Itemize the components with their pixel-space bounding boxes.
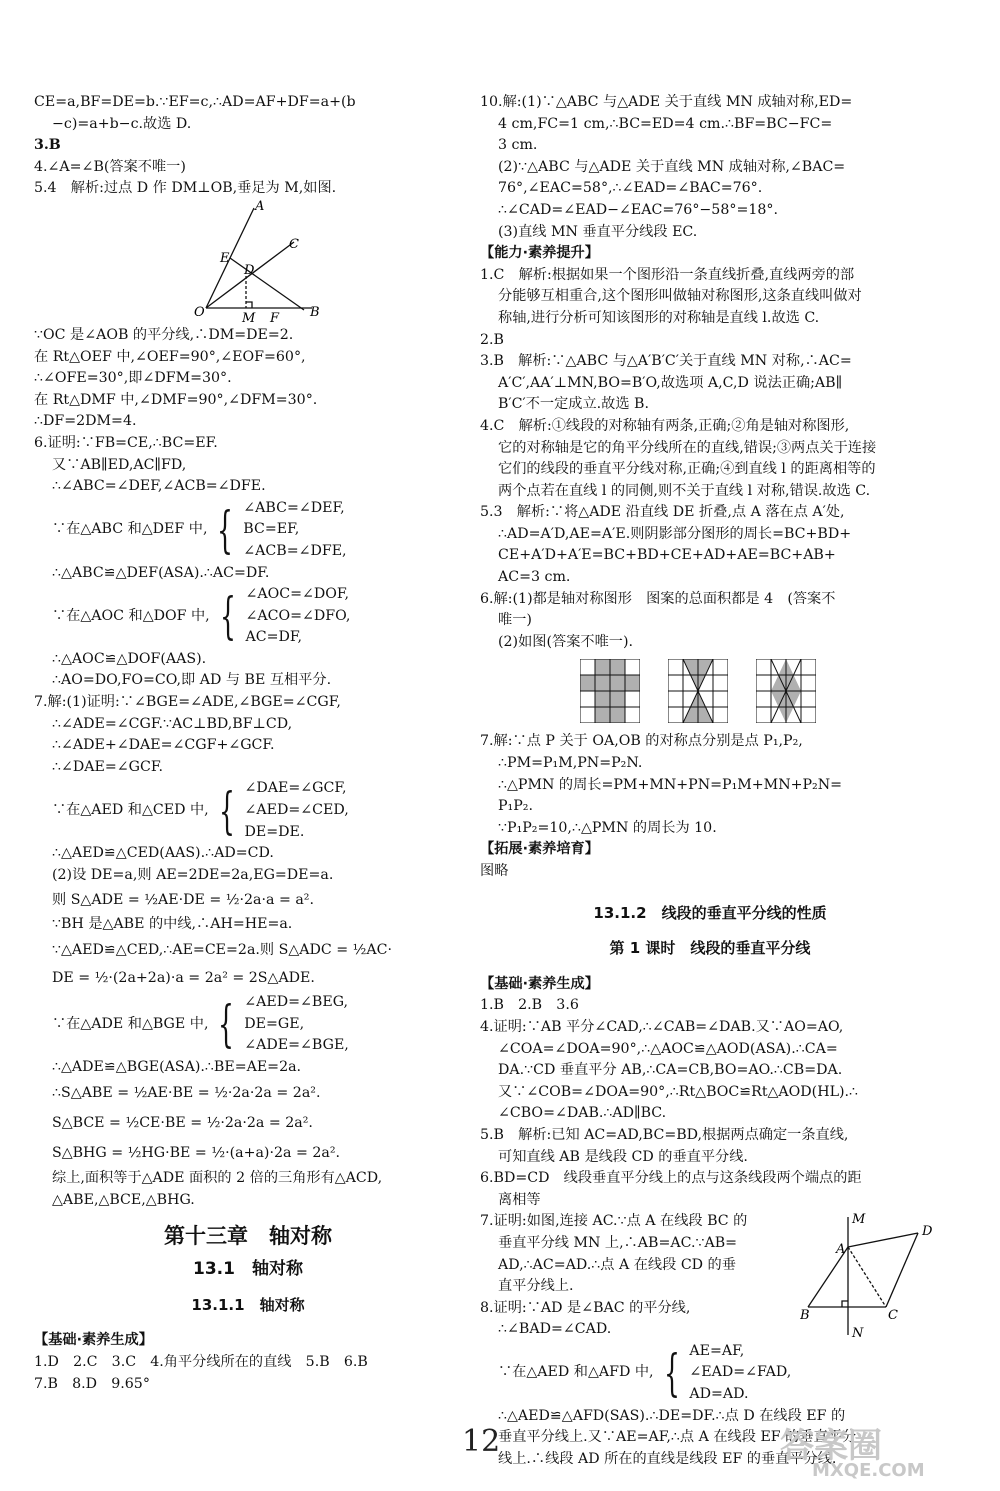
text-line: 7.解:(1)证明:∵∠BGE=∠ADE,∠BGE=∠CGF, bbox=[34, 694, 341, 711]
brace-item: ∠ABC=∠DEF, bbox=[243, 499, 345, 516]
text-line: 6.证明:∵FB=CE,∴BC=EF. bbox=[34, 434, 218, 451]
text-line: (2)如图(答案不唯一). bbox=[498, 633, 633, 650]
text-line: 垂直平分线上.又∵AE=AF,∴点 A 在线段 EF 的垂直平分 bbox=[498, 1429, 857, 1446]
text-line: (2)∵△ABC 与△ADE 关于直线 MN 成轴对称,∠BAC= bbox=[498, 158, 846, 175]
brace-item: AE=AF, bbox=[689, 1342, 745, 1359]
text-line: 直平分线上. bbox=[498, 1278, 574, 1295]
left-column bbox=[34, 92, 462, 1395]
text-line: 又∵AB∥ED,AC∥FD, bbox=[52, 456, 187, 473]
text-line: 又∵∠COB=∠DOA=90°,∴Rt△BOC≌Rt△AOD(HL).∴ bbox=[498, 1083, 859, 1100]
text-line: 6.BD=CD 线段垂直平分线上的点与这条线段两个端点的距 bbox=[480, 1170, 862, 1187]
text-line: 76°,∠EAC=58°,∴∠EAD=∠BAC=76°. bbox=[498, 180, 763, 197]
fig-label: M bbox=[242, 310, 256, 325]
text-line: ∴△ABC≌△DEF(ASA).∴AC=DF. bbox=[52, 564, 270, 581]
text-line: 5.3 解析:∵将△ADE 沿直线 DE 折叠,点 A 落在点 A′处, bbox=[480, 504, 845, 521]
brace-item: BC=EF, bbox=[243, 521, 300, 538]
text-line: 7.证明:如图,连接 AC.∵点 A 在线段 BC 的 bbox=[480, 1213, 748, 1230]
fig-label: B bbox=[310, 304, 320, 320]
text-line: ∴∠OFE=30°,即∠DFM=30°. bbox=[34, 370, 232, 387]
text-line: 3.B 解析:∵△ABC 与△A′B′C′关于直线 MN 对称,∴AC= bbox=[480, 353, 852, 370]
answer-line: 4.∠A=∠B(答案不唯一) bbox=[34, 158, 186, 175]
brace-system bbox=[34, 992, 462, 1057]
text-line: △ABE,△BCE,△BHG. bbox=[52, 1191, 195, 1208]
section-title: 13.1 轴对称 bbox=[193, 1259, 303, 1280]
text-line: 1.B 2.B 3.6 bbox=[480, 997, 579, 1014]
text-line: ∴PM=P₁M,PN=P₂N. bbox=[498, 755, 643, 772]
text-line: 7.解:∵点 P 关于 OA,OB 的对称点分别是点 P₁,P₂, bbox=[480, 733, 803, 750]
text-line: 离相等 bbox=[498, 1191, 541, 1208]
formula-line: ∵△AED≌△CED,∴AE=CE=2a.则 S△ADC = ½AC· bbox=[52, 942, 392, 958]
text-line: CE+A′D+A′E=BC+BD+CE+AD+AE=BC+AB+ bbox=[498, 547, 836, 564]
perpendicular-bisector-figure bbox=[800, 1211, 940, 1339]
text-line: ∴∠ADE=∠CGF.∵AC⊥BD,BF⊥CD, bbox=[52, 715, 293, 732]
text-line: ∠COA=∠DOA=90°,∴△AOC≌△AOD(ASA).∴CA= bbox=[498, 1040, 838, 1057]
brace-label: ∵在△ADE 和△BGE 中, bbox=[52, 1015, 209, 1032]
pattern-grid-2 bbox=[668, 659, 728, 723]
brace-label: ∵在△AOC 和△DOF 中, bbox=[52, 607, 210, 624]
formula-line: 则 S△ADE = ½AE·DE = ½·2a·a = a². bbox=[52, 892, 314, 909]
answer-line: 7.B 8.D 9.65° bbox=[34, 1375, 150, 1392]
text-line: −c)=a+b−c.故选 D. bbox=[52, 115, 192, 132]
brace-item: ∠AED=∠CED, bbox=[244, 802, 349, 819]
brace-item: ∠ADE=∠BGE, bbox=[244, 1037, 349, 1054]
brace-item: ∠DAE=∠GCF, bbox=[244, 780, 347, 797]
text-line: ∴AD=A′D,AE=A′E.则阴影部分图形的周长=BC+BD+ bbox=[498, 525, 852, 542]
brace-system bbox=[480, 1341, 940, 1406]
formula-line: DE = ½·(2a+2a)·a = 2a² = 2S△ADE. bbox=[52, 970, 315, 986]
text-line: 可知直线 AB 是线段 CD 的垂直平分线. bbox=[498, 1148, 748, 1165]
brace-item: AC=DF, bbox=[245, 629, 303, 646]
text-line: ∴△AED≌△AFD(SAS).∴DE=DF.∴点 D 在线段 EF 的 bbox=[498, 1407, 846, 1424]
text-line: A′C′,AA′⊥MN,BO=B′O,故选项 A,C,D 说法正确;AB∥ bbox=[498, 374, 843, 391]
brace-item: AD=AD. bbox=[689, 1386, 749, 1403]
text-line: ∠CBO=∠DAB.∴AD∥BC. bbox=[498, 1105, 667, 1122]
brace-system bbox=[34, 778, 462, 843]
text-line: 4.证明:∵AB 平分∠CAD,∴∠CAB=∠DAB.又∵AO=AO, bbox=[480, 1018, 844, 1035]
fig-label: F bbox=[270, 310, 280, 325]
section-header: 【基础·素养生成】 bbox=[34, 1332, 153, 1349]
brace-system bbox=[34, 584, 462, 649]
text-line: 2.B bbox=[480, 331, 504, 348]
text-line: ∴∠CAD=∠EAD−∠EAC=76°−58°=18°. bbox=[498, 201, 778, 218]
fig-label: A bbox=[255, 199, 265, 214]
text-line: 在 Rt△DMF 中,∠DMF=90°,∠DFM=30°. bbox=[34, 391, 318, 408]
text-line: 6.解:(1)都是轴对称图形 图案的总面积都是 4 (答案不 bbox=[480, 590, 836, 607]
fig-label: C bbox=[888, 1308, 898, 1324]
subsection-title: 13.1.1 轴对称 bbox=[191, 1295, 305, 1314]
watermark-url: MXQE.COM bbox=[812, 1460, 925, 1481]
text-line: ∵P₁P₂=10,∴△PMN 的周长为 10. bbox=[498, 819, 717, 836]
text-line: ∴∠DAE=∠GCF. bbox=[52, 758, 163, 775]
text-line: 图略 bbox=[480, 863, 509, 879]
text-line: CE=a,BF=DE=b.∵EF=c,∴AD=AF+DF=a+(b bbox=[34, 94, 356, 110]
text-line: 线上.∴线段 AD 所在的直线是线段 EF 的垂直平分线. bbox=[498, 1450, 837, 1467]
brace-symbol: { bbox=[219, 587, 236, 646]
text-line: 综上,面积等于△ADE 面积的 2 倍的三角形有△ACD, bbox=[52, 1170, 383, 1187]
fig-label: D bbox=[244, 262, 255, 278]
section-header: 【基础·素养生成】 bbox=[480, 975, 599, 992]
fig-label: D bbox=[922, 1224, 933, 1240]
text-line: ∴DF=2DM=4. bbox=[34, 413, 137, 430]
text-line: ∴△AOC≌△DOF(AAS). bbox=[52, 650, 207, 667]
text-line: ∵BH 是△ABE 的中线,∴AH=HE=a. bbox=[52, 916, 293, 933]
text-line: 3 cm. bbox=[498, 137, 538, 154]
answer-line: 1.D 2.C 3.C 4.角平分线所在的直线 5.B 6.B bbox=[34, 1353, 368, 1370]
chapter-title: 第十三章 轴对称 bbox=[164, 1223, 332, 1248]
text-line: DA.∵CD 垂直平分 AB,∴CA=CB,BO=AO.∴CB=DA. bbox=[498, 1062, 843, 1079]
brace-symbol: { bbox=[218, 781, 235, 840]
text-line: P₁P₂. bbox=[498, 798, 533, 815]
text-line: 唯一) bbox=[498, 612, 532, 629]
fig-label: O bbox=[194, 304, 205, 320]
text-line: ∴∠BAD=∠CAD. bbox=[498, 1321, 612, 1338]
section-title: 13.1.2 线段的垂直平分线的性质 bbox=[593, 903, 827, 922]
fig-label: A bbox=[836, 1242, 846, 1258]
angle-bisector-figure bbox=[34, 200, 462, 325]
brace-item: ∠ACB=∠DFE, bbox=[243, 542, 347, 559]
formula-line: S△BCE = ½CE·BE = ½·2a·2a = 2a². bbox=[52, 1115, 313, 1132]
brace-system bbox=[34, 498, 462, 563]
fig-label: M bbox=[852, 1212, 866, 1228]
text-line: 8.证明:∵AD 是∠BAC 的平分线, bbox=[480, 1299, 691, 1316]
text-line: (2)设 DE=a,则 AE=2DE=2a,EG=DE=a. bbox=[52, 866, 334, 883]
text-line: 垂直平分线 MN 上,∴AB=AC.∵AB= bbox=[498, 1234, 738, 1251]
pattern-grid-3 bbox=[756, 659, 816, 723]
right-column bbox=[480, 92, 940, 1470]
page-number: 12 bbox=[462, 1424, 501, 1459]
fig-label: N bbox=[852, 1326, 864, 1340]
brace-item: ∠AOC=∠DOF, bbox=[245, 586, 350, 603]
fig-label: C bbox=[289, 236, 299, 252]
text-line: 10.解:(1)∵△ABC 与△ADE 关于直线 MN 成轴对称,ED= bbox=[480, 94, 853, 110]
brace-symbol: { bbox=[663, 1344, 680, 1403]
brace-item: DE=DE. bbox=[244, 823, 305, 840]
text-line: 分能够互相重合,这个图形叫做轴对称图形,这条直线叫做对 bbox=[498, 288, 862, 305]
text-line: 在 Rt△OEF 中,∠OEF=90°,∠EOF=60°, bbox=[34, 348, 306, 365]
text-line: 它们的线段的垂直平分线对称,正确;④到直线 l 的距离相等的 bbox=[498, 461, 876, 478]
brace-item: DE=GE, bbox=[244, 1015, 305, 1032]
brace-item: ∠AED=∠BEG, bbox=[244, 994, 349, 1010]
text-line: AD,∴AC=AD.∴点 A 在线段 CD 的垂 bbox=[498, 1256, 736, 1273]
text-line: 两个点若在直线 l 的同侧,则不关于直线 l 对称,错误.故选 C. bbox=[498, 482, 871, 499]
brace-label: ∵在△ABC 和△DEF 中, bbox=[52, 521, 208, 538]
brace-item: ∠EAD=∠FAD, bbox=[689, 1364, 792, 1381]
fig-label: E bbox=[220, 250, 230, 266]
watermark-logo: 答案圈 bbox=[780, 1426, 882, 1466]
text-line: AC=3 cm. bbox=[498, 569, 571, 586]
text-line: 5.B 解析:已知 AC=AD,BC=BD,根据两点确定一条直线, bbox=[480, 1126, 849, 1143]
brace-label: ∵在△AED 和△CED 中, bbox=[52, 802, 209, 819]
text-line: 4 cm,FC=1 cm,∴BC=ED=4 cm.∴BF=BC−FC= bbox=[498, 115, 833, 132]
section-header: 【能力·素养提升】 bbox=[480, 245, 599, 262]
symmetric-pattern-figures bbox=[580, 659, 940, 723]
formula-line: S△BHG = ½HG·BE = ½·(a+a)·2a = 2a². bbox=[52, 1145, 341, 1162]
text-line: 1.C 解析:根据如果一个图形沿一条直线折叠,直线两旁的部 bbox=[480, 266, 855, 283]
fig-label: B bbox=[800, 1308, 810, 1324]
text-line: ∴∠ADE+∠DAE=∠CGF+∠GCF. bbox=[52, 737, 275, 754]
text-line: B′C′不一定成立.故选 B. bbox=[498, 396, 649, 413]
formula-line: ∴S△ABE = ½AE·BE = ½·2a·2a = 2a². bbox=[52, 1085, 321, 1102]
text-line: ∴△AED≌△CED(AAS).∴AD=CD. bbox=[52, 845, 274, 862]
brace-item: ∠ACO=∠DFO, bbox=[245, 607, 351, 624]
text-line: ∵OC 是∠AOB 的平分线,∴DM=DE=2. bbox=[34, 326, 294, 343]
brace-symbol: { bbox=[218, 995, 235, 1054]
lesson-title: 第 1 课时 线段的垂直平分线 bbox=[609, 939, 811, 958]
section-header: 【拓展·素养培育】 bbox=[480, 841, 599, 858]
text-line: ∴∠ABC=∠DEF,∠ACB=∠DFE. bbox=[52, 478, 266, 495]
text-line: 称轴,进行分析可知该图形的对称轴是直线 l.故选 C. bbox=[498, 309, 820, 326]
text-line: 它的对称轴是它的角平分线所在的直线,错误;③两点关于连接 bbox=[498, 439, 877, 456]
answer-line: 3.B bbox=[34, 137, 61, 154]
text-line: ∴△ADE≌△BGE(ASA).∴BE=AE=2a. bbox=[52, 1058, 302, 1075]
brace-label: ∵在△AED 和△AFD 中, bbox=[498, 1364, 654, 1381]
brace-symbol: { bbox=[217, 501, 234, 560]
text-line: 4.C 解析:①线段的对称轴有两条,正确;②角是轴对称图形, bbox=[480, 417, 850, 434]
text-line: ∴△PMN 的周长=PM+MN+PN=P₁M+MN+P₂N= bbox=[498, 776, 843, 793]
pattern-grid-1 bbox=[580, 659, 640, 723]
text-line: ∴AO=DO,FO=CO,即 AD 与 BE 互相平分. bbox=[52, 672, 332, 689]
text-line: (3)直线 MN 垂直平分线段 EC. bbox=[498, 223, 698, 240]
answer-line: 5.4 解析:过点 D 作 DM⊥OB,垂足为 M,如图. bbox=[34, 180, 337, 197]
